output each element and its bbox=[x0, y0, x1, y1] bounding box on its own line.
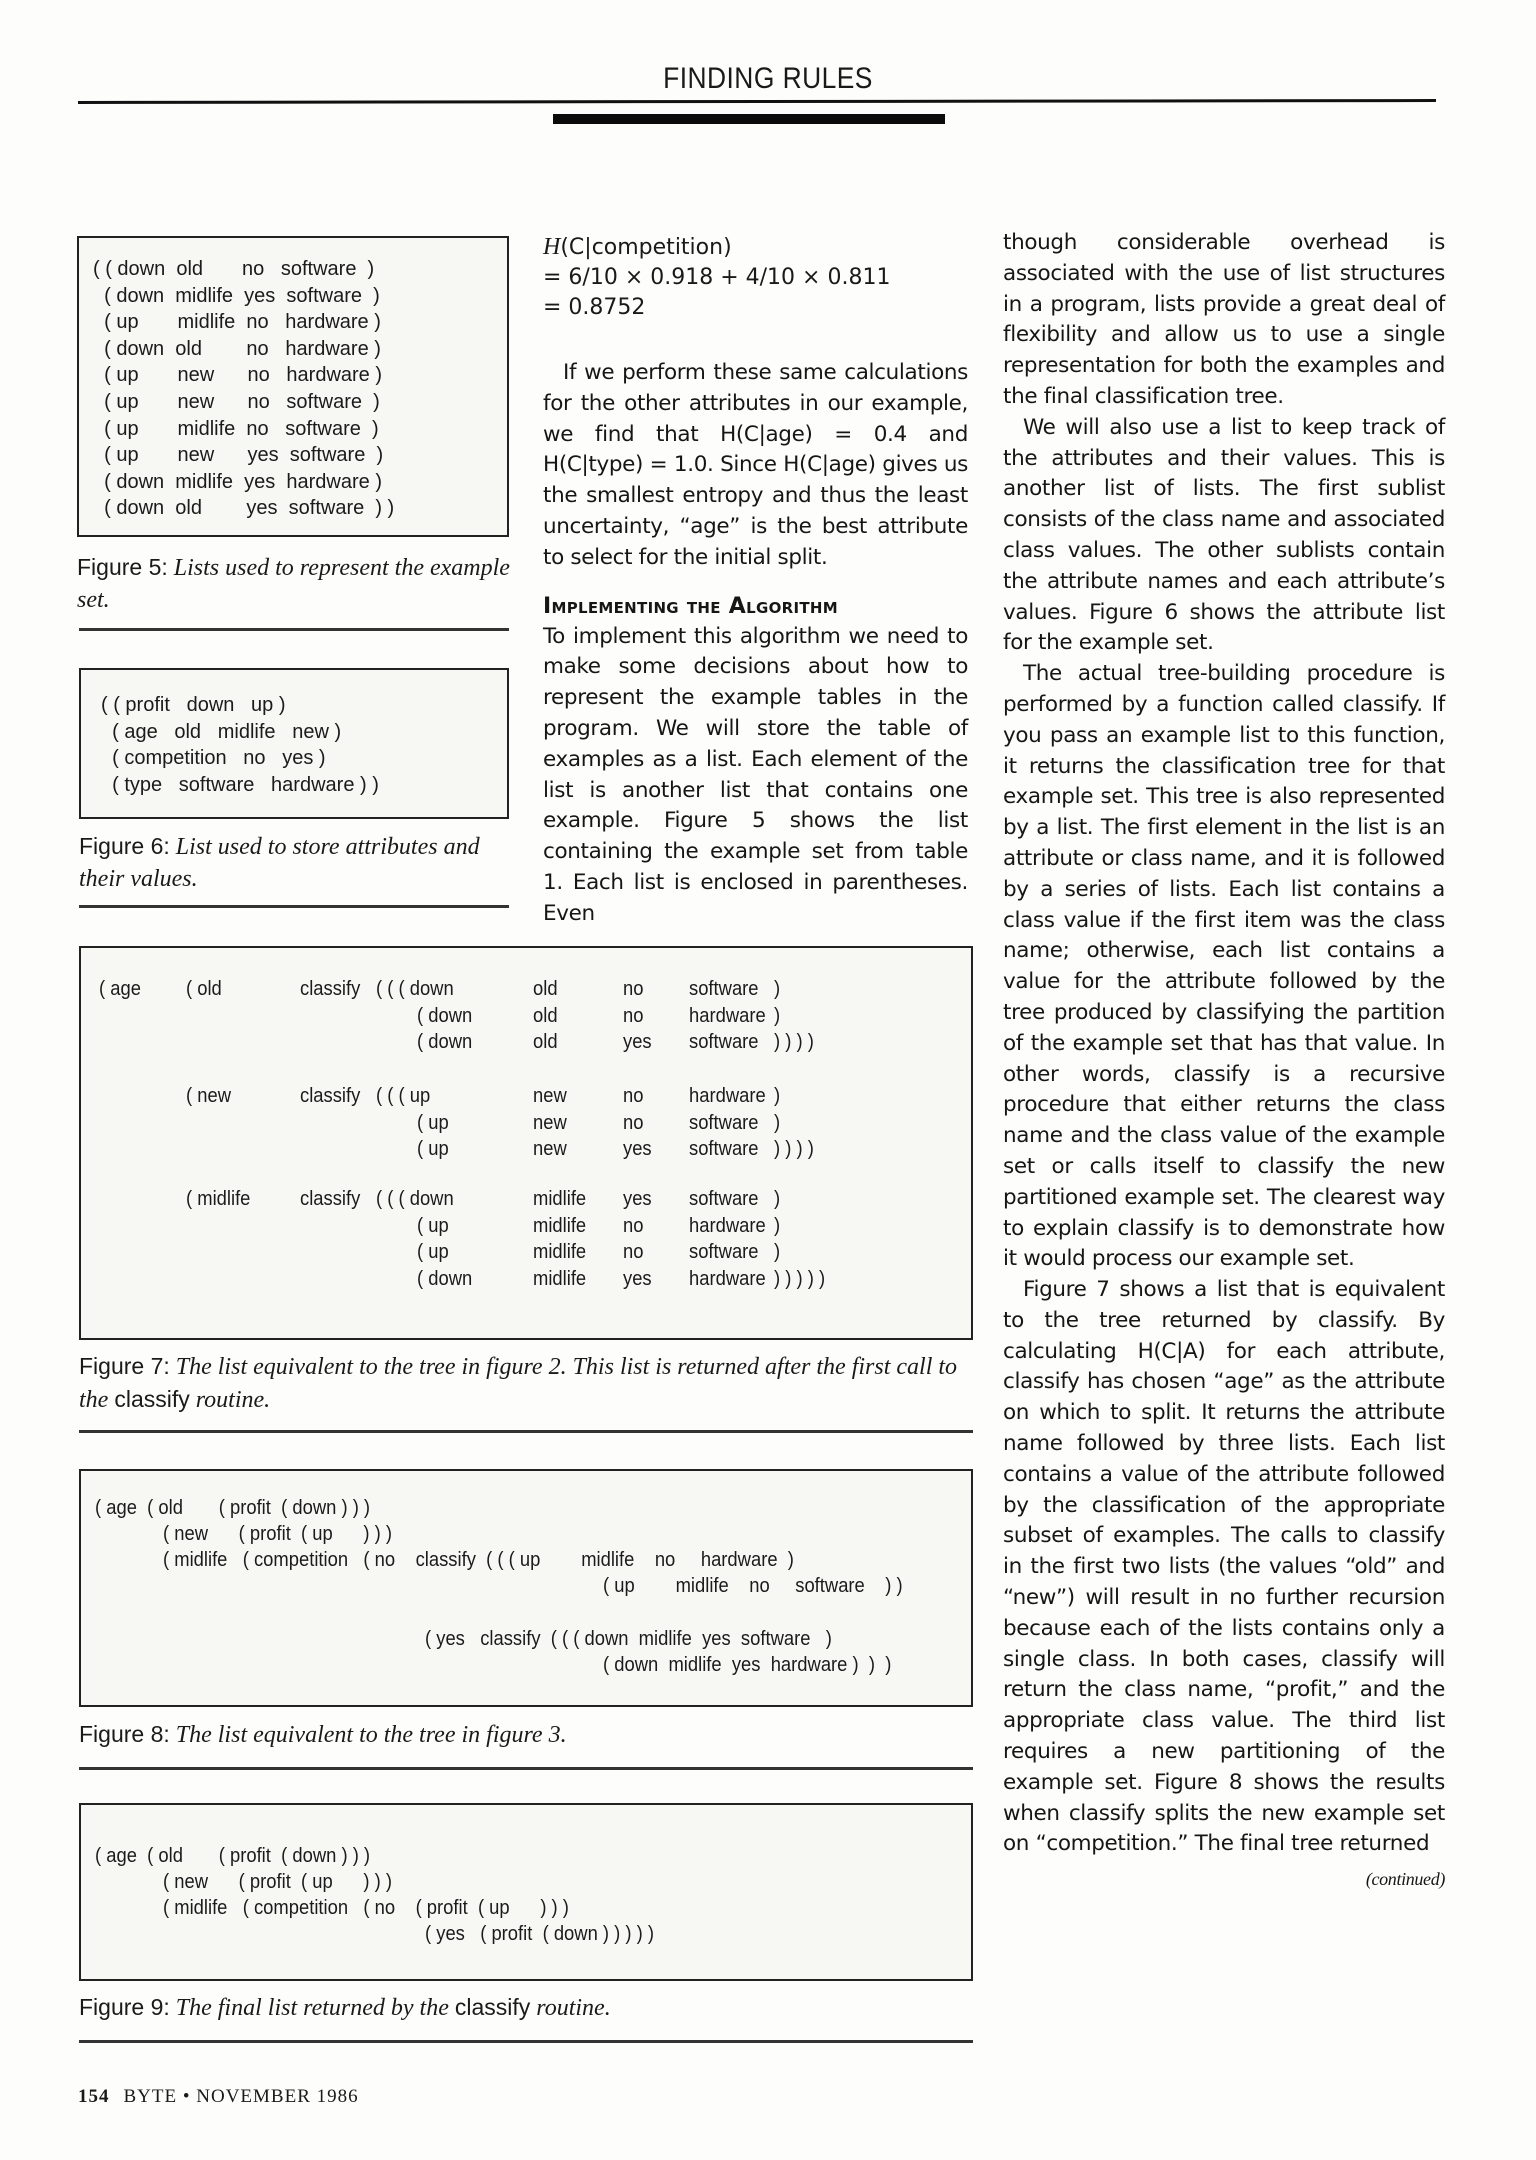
example-close: ) bbox=[774, 978, 781, 1000]
continued-marker: (continued) bbox=[1365, 1869, 1445, 1890]
example-close: ) bbox=[774, 1004, 781, 1027]
figure-5-list bbox=[93, 256, 507, 522]
example-close: ) bbox=[774, 1085, 781, 1107]
figure-7-box bbox=[79, 946, 973, 1340]
example-age: old bbox=[533, 978, 558, 1000]
tree-line: ( midlife ( competition ( no classify ( ( ( up midlife no hardware ) bbox=[163, 1549, 794, 1571]
figure-8-caption: Figure 8: The list equivalent to the tree in figure 3. bbox=[79, 1721, 567, 1748]
example-open: ( up bbox=[417, 1241, 449, 1264]
example-age: midlife bbox=[533, 1267, 587, 1290]
figure-7-rule bbox=[79, 1430, 973, 1433]
example-type: software bbox=[689, 1031, 759, 1054]
figure-6-rule bbox=[79, 905, 509, 908]
example-competition: no bbox=[623, 1241, 644, 1264]
example-competition: no bbox=[623, 1085, 644, 1107]
tree-line: ( up midlife no software ) ) bbox=[603, 1575, 903, 1597]
example-close: ) ) ) ) bbox=[774, 1031, 814, 1054]
classify-call: classify bbox=[300, 1188, 361, 1210]
classify-call: classify bbox=[300, 978, 361, 1000]
example-age: midlife bbox=[533, 1188, 587, 1210]
tree-line: ( down midlife yes hardware ) ) ) bbox=[603, 1654, 892, 1676]
equation-line-3: = 0.8752 bbox=[543, 295, 646, 320]
attribute-row: ( age old midlife new ) bbox=[101, 720, 342, 743]
example-row: ( up new no software ) bbox=[93, 390, 380, 413]
running-head: FINDING RULES bbox=[663, 62, 873, 95]
example-competition: no bbox=[623, 1004, 644, 1027]
example-type: hardware bbox=[689, 1267, 766, 1290]
figure-8-box bbox=[79, 1469, 973, 1707]
attribute-row: ( type software hardware ) ) bbox=[101, 773, 379, 796]
entropy-equation bbox=[543, 232, 963, 323]
example-age: new bbox=[533, 1085, 567, 1107]
example-competition: yes bbox=[623, 1267, 652, 1290]
figure-9-box bbox=[79, 1803, 973, 1981]
attribute-row: ( ( profit down up ) bbox=[101, 694, 286, 716]
paragraph-lists-overhead: though considerable overhead is associated with the use of list structures in a program, lists provide a great deal of flexibility and allow us to use a single representation for both the examples and the final classification tree. bbox=[1003, 230, 1445, 409]
figure-6-box bbox=[79, 668, 509, 819]
tree-line: ( new ( profit ( up ) ) ) bbox=[163, 1523, 393, 1545]
figure-8-list bbox=[81, 1471, 971, 1705]
example-row: ( down old no hardware ) bbox=[93, 337, 381, 360]
figure-8-rule bbox=[79, 1767, 973, 1770]
example-age: new bbox=[533, 1111, 567, 1134]
figure-6-list bbox=[101, 692, 507, 798]
header-rule bbox=[78, 99, 1436, 104]
example-close: ) bbox=[774, 1111, 781, 1134]
example-open: ( ( ( up bbox=[376, 1085, 431, 1107]
paragraph-implementing: To implement this algorithm we need to make some decisions about how to represent the example tables in the program. We will store the table of examples as a list. Each element of the list is another list that contains one example. Figure 5 shows the list containing the example set from table 1. Each list is enclosed in parentheses. Even bbox=[543, 623, 968, 926]
classify-call: classify bbox=[300, 1085, 361, 1107]
example-open: ( up bbox=[417, 1111, 449, 1134]
figure-9-label: Figure 9: bbox=[79, 1994, 170, 2020]
page-number: 154 bbox=[78, 2086, 110, 2107]
example-row: ( up new no hardware ) bbox=[93, 364, 383, 387]
example-type: software bbox=[689, 1111, 759, 1134]
figure-5-caption: Figure 5: Lists used to represent the example set. bbox=[77, 554, 510, 613]
figure-9-list bbox=[81, 1805, 971, 1979]
figure-9-rule bbox=[79, 2040, 973, 2043]
figure-9-caption: Figure 9: The final list returned by the classify routine. bbox=[79, 1994, 611, 2021]
example-competition: yes bbox=[623, 1188, 652, 1210]
tree-line: ( yes ( profit ( down ) ) ) ) ) bbox=[425, 1923, 655, 1945]
tree-root: ( age bbox=[99, 978, 141, 1000]
example-row: ( up new yes software ) bbox=[93, 444, 384, 467]
example-competition: no bbox=[623, 1111, 644, 1134]
example-close: ) ) ) ) ) bbox=[774, 1267, 826, 1290]
example-open: ( down bbox=[417, 1004, 473, 1027]
example-type: software bbox=[689, 1188, 759, 1210]
example-close: ) bbox=[774, 1241, 781, 1264]
branch-value: ( new bbox=[186, 1085, 231, 1107]
example-type: software bbox=[689, 1138, 759, 1161]
figure-6-label: Figure 6: bbox=[79, 833, 170, 859]
example-age: old bbox=[533, 1031, 558, 1054]
column-3-text bbox=[1003, 228, 1445, 1895]
example-type: hardware bbox=[689, 1004, 766, 1027]
example-age: midlife bbox=[533, 1214, 587, 1237]
branch-value: ( old bbox=[186, 978, 222, 1000]
section-heading: Implementing the Algorithm bbox=[543, 593, 838, 619]
paragraph-attribute-list: We will also use a list to keep track of the attributes and their values. This is another list of lists. The first sublist consists of the class name and associated class values. The other sublists contain the attribute names and each attribute’s values. Figure 6 shows the attribute list for the example set. bbox=[1003, 414, 1445, 656]
paragraph-entropy-result: If we perform these same calculations for the other attributes in our example, we find that H(C|age) = 0.4 and H(C|type) = 1.0. Since H(C|age) gives us the smallest entropy and thus the least uncertainty, “age” is the best attribute to select for the initial split. bbox=[543, 360, 968, 570]
page-footer bbox=[78, 2086, 359, 2108]
example-open: ( ( ( down bbox=[376, 1188, 454, 1210]
branch-value: ( midlife bbox=[186, 1188, 251, 1210]
figure-6-caption: Figure 6: List used to store attributes and their values. bbox=[79, 833, 480, 892]
tree-line: ( age ( old ( profit ( down ) ) ) bbox=[95, 1497, 371, 1519]
example-type: software bbox=[689, 1241, 759, 1264]
column-2-text bbox=[543, 358, 968, 930]
example-type: hardware bbox=[689, 1214, 766, 1237]
example-row: ( down old yes software ) ) bbox=[93, 497, 395, 520]
example-open: ( down bbox=[417, 1031, 473, 1054]
figure-5-box bbox=[77, 236, 509, 537]
example-row: ( down midlife yes hardware ) bbox=[93, 470, 382, 493]
example-competition: no bbox=[623, 978, 644, 1000]
example-row: ( ( down old no software ) bbox=[93, 258, 375, 280]
equation-line-1: H(C|competition) bbox=[543, 234, 732, 260]
figure-7-label: Figure 7: bbox=[79, 1353, 170, 1379]
example-open: ( up bbox=[417, 1214, 449, 1237]
paragraph-classify-function: The actual tree-building procedure is performed by a function called classify. If you pass an example list to this function, it returns the classification tree for that example set. This tree is also represented by a list. The first element in the list is an attribute or class name, and it is followed by a series of lists. Each list contains a class value if the first item was the class name; otherwise, each list contains a value for the attribute followed by the tree produced by classifying the partition of the example set that has that value. In other words, classify is a recursive procedure that either returns the class name and the class value of the example set or calls itself to classify the new partitioned example set. The clearest way to explain classify is to demonstrate how it would process our example set. bbox=[1003, 661, 1445, 1272]
tree-line: ( new ( profit ( up ) ) ) bbox=[163, 1871, 393, 1893]
example-age: midlife bbox=[533, 1241, 587, 1264]
tree-line: ( age ( old ( profit ( down ) ) ) bbox=[95, 1845, 371, 1867]
figure-5-rule bbox=[79, 628, 509, 631]
paragraph-figure-7-explain: Figure 7 shows a list that is equivalent to the tree returned by classify. By calculating H(C|A) for each attribute, classify has chosen “age” as the attribute on which to split. It returns the attribute name followed by three lists. Each list contains a value of the attribute followed by the classification of the appropriate subset of examples. The calls to classify in the first two lists (the values “old” and “new”) will result in no further recursion because each of the lists contains only a single class. In both cases, classify will return the class name, “profit,” and the appropriate class value. The third list requires a new partitioning of the example set. Figure 8 shows the results when classify splits the new example set on “competition.” The final tree returned bbox=[1003, 1277, 1445, 1857]
attribute-row: ( competition no yes ) bbox=[101, 747, 326, 770]
tree-line: ( midlife ( competition ( no ( profit ( up ) ) ) bbox=[163, 1897, 569, 1919]
example-row: ( up midlife no hardware ) bbox=[93, 311, 381, 334]
example-open: ( down bbox=[417, 1267, 473, 1290]
example-open: ( up bbox=[417, 1138, 449, 1161]
example-close: ) bbox=[774, 1214, 781, 1237]
example-row: ( down midlife yes software ) bbox=[93, 284, 380, 307]
example-type: hardware bbox=[689, 1085, 766, 1107]
example-age: old bbox=[533, 1004, 558, 1027]
example-row: ( up midlife no software ) bbox=[93, 417, 379, 440]
example-close: ) bbox=[774, 1188, 781, 1210]
tree-line: ( yes classify ( ( ( down midlife yes software ) bbox=[425, 1628, 832, 1650]
example-close: ) ) ) ) bbox=[774, 1138, 814, 1161]
publication-line: BYTE • NOVEMBER 1986 bbox=[123, 2086, 359, 2107]
example-type: software bbox=[689, 978, 759, 1000]
header-bar bbox=[553, 114, 945, 124]
figure-5-label: Figure 5: bbox=[77, 554, 168, 580]
example-competition: yes bbox=[623, 1138, 652, 1161]
example-competition: no bbox=[623, 1214, 644, 1237]
equation-line-2: = 6/10 × 0.918 + 4/10 × 0.811 bbox=[543, 265, 891, 290]
example-age: new bbox=[533, 1138, 567, 1161]
figure-7-list bbox=[81, 948, 971, 1338]
example-competition: yes bbox=[623, 1031, 652, 1054]
figure-7-caption: Figure 7: The list equivalent to the tree in figure 2. This list is returned after the first call to the classify routine. bbox=[79, 1353, 958, 1413]
example-open: ( ( ( down bbox=[376, 978, 454, 1000]
figure-8-label: Figure 8: bbox=[79, 1721, 170, 1747]
